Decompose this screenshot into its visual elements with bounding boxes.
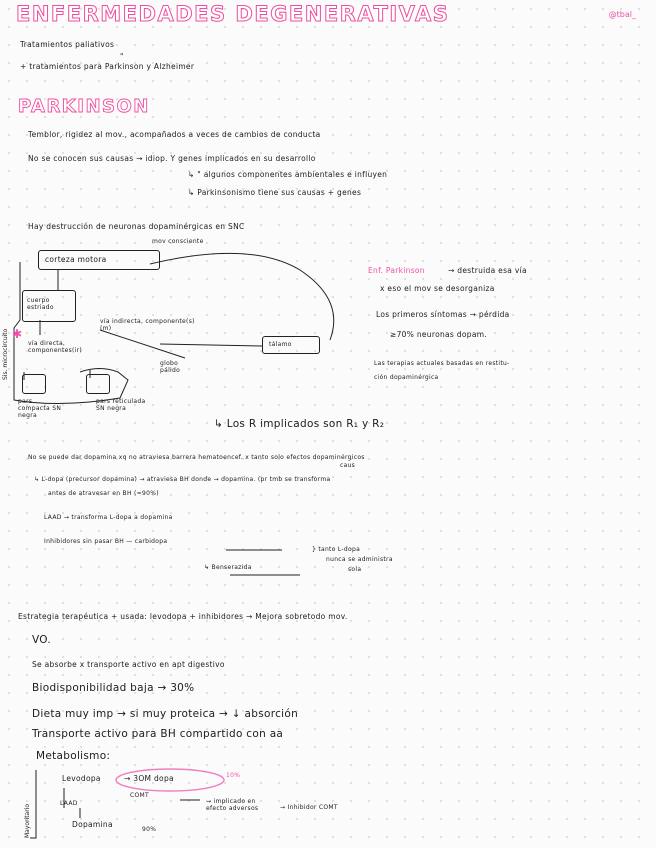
right-note: Los primeros síntomas → pérdida [376,310,510,319]
intro-line-1: Tratamientos paliativos [20,40,115,49]
strategy-line: VO. [32,634,52,646]
right-note-pink: Enf. Parkinson [368,266,425,275]
dopa-line: Inhibidores sin pasar BH — carbidopa [44,538,168,545]
metab-implicado: → implicado en efecto adversos [206,798,259,812]
text-line: No se conocen sus causas → idiop. Y genes implicados en su desarrollo [28,154,316,163]
pars-reticulada-box [86,374,110,394]
globo-palido-label: globo pálido [160,360,181,374]
dopa-note: } tanto L-dopa [312,546,361,553]
dopa-note: sola [348,566,362,573]
author-handle: @tbal_ [608,10,636,19]
metab-pct: 10% [226,772,241,779]
right-note: ≥70% neuronas dopam. [390,330,488,339]
via-directa-label: vía directa, componentes(ir) [28,340,83,354]
mov-consciente-label: mov consciente [152,238,204,245]
pars-reticulada-label: pars reticulada SN negra [96,398,146,412]
striatum-label: cuerpo estriado [27,297,54,311]
thalamus-label: tálamo [269,341,292,348]
dopa-line: LAAD → transforma L-dopa a dopamina [44,514,173,521]
text-line: Hay destrucción de neuronas dopaminérgicas en SNC [28,222,245,231]
metab-3om: → 3OM dopa [124,774,174,783]
strategy-line: Transporte activo para BH compartido con aa [32,728,284,740]
dopa-line: antes de atravesar en BH (≈90%) [48,490,159,497]
via-indirecta-label: vía indirecta, componente(s)(m) [100,318,195,332]
cortex-box [38,250,160,270]
dopa-line: ↳ Benserazida [204,564,252,571]
metab-laad: LAAD [60,800,78,807]
dopa-line: ↳ L-dopa (precursor dopamina) → atraviesa BH donde → dopamina. (pr tmb se transforma [34,476,331,483]
strategy-line: Se absorbe x transporte activo en apt digestivo [32,660,225,669]
metab-levodopa: Levodopa [62,774,101,783]
right-note: → destruida esa vía [448,266,527,275]
cortex-label: corteza motora [45,255,107,264]
dopa-sup: caus [340,462,356,469]
pars-compacta-box [22,374,46,394]
strategy-line: Biodisponibilidad baja → 30% [32,682,195,694]
thalamus-box [262,336,320,354]
svg-text:✱: ✱ [12,327,23,341]
right-note: ción dopaminérgica [374,374,439,381]
dopa-line: No se puede dar dopamina xq no atraviesa barrera hematoencef. x tanto solo efectos dopaminérgicos [28,454,365,461]
side-label: Sis. microcircuito [2,328,9,380]
metab-inhibidor: → Inhibidor COMT [280,804,338,811]
pars-compacta-label: pars compacta SN negra [18,398,62,419]
page-title: ENFERMEDADES DEGENERATIVAS [16,2,450,26]
right-note: x eso el mov se desorganiza [380,284,495,293]
metab-pct2: 90% [142,826,157,833]
strategy-line: Dieta muy imp → si muy proteica → ↓ absorción [32,708,299,720]
striatum-box [22,290,76,322]
strategy-line: Metabolismo: [36,750,111,762]
intro-line-2: + tratamientos para Parkinson y Alzheimer [20,62,195,71]
intro-ditto-mark: " [120,52,124,61]
dopa-note: nunca se administra [326,556,393,563]
metab-dopamina: Dopamina [72,820,113,829]
section-heading: PARKINSON [18,96,150,117]
metab-comt: COMT [130,792,149,799]
metab-side-label: Mayoritario [24,803,31,838]
text-line: Temblor, rigidez al mov., acompañados a veces de cambios de conducta [28,130,321,139]
strategy-line: Estrategia terapéutica + usada: levodopa + inhibidores → Mejora sobretodo mov. [18,612,348,621]
right-note: Las terapias actuales basadas en restitu- [374,360,510,367]
text-line: ↳ " algunos componentes ambientales e influyen [188,170,388,179]
receptors-line: ↳ Los R implicados son R₁ y R₂ [214,418,385,430]
text-line: ↳ Parkinsonismo tiene sus causas + genes [188,188,362,197]
